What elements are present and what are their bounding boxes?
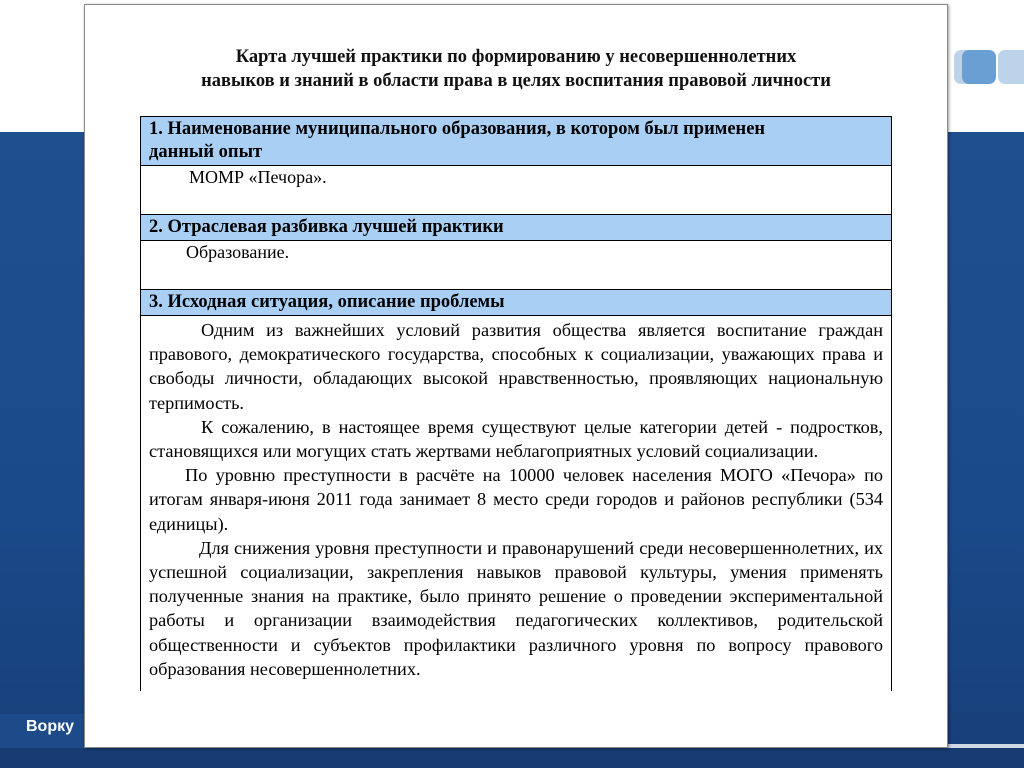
section-3-paragraph: По уровню преступности в расчёте на 10000 человек населения МОГО «Печора» по итогам января-июня 2011 года занимает 8 место среди городов и районов республики (534 единицы).	[149, 465, 883, 534]
decorative-square-2	[962, 50, 996, 84]
section-1-content: МОМР «Печора».	[141, 166, 891, 215]
section-3-paragraph: К сожалению, в настоящее время существуют целые категории детей - подростков, становящихся или могущих стать жертвами неблагоприятных условий социализации.	[149, 416, 883, 462]
title-line-2: навыков и знаний в области права в целях воспитания правовой личности	[201, 71, 831, 91]
section-3-content	[141, 316, 891, 691]
section-2-content: Образование.	[141, 241, 891, 290]
section-3-paragraph: Одним из важнейших условий развития общества является воспитание граждан правового, демократического государства, способных к социализации, уважающих права и свободы личности, обладающих высокой нравственностью, проявляющих национальную терпимость.	[149, 320, 883, 413]
document-page	[84, 4, 948, 748]
section-1-header	[141, 117, 891, 166]
section-3-header: 3. Исходная ситуация, описание проблемы	[141, 290, 891, 316]
practice-card-table	[140, 116, 892, 691]
slide-footer-band	[0, 748, 1024, 768]
document-title	[85, 45, 947, 93]
decorative-square-3	[998, 50, 1024, 84]
section-3-paragraph: Для снижения уровня преступности и правонарушений среди несовершеннолетних, их успешной социализации, закрепления навыков правовой культуры, умения применять полученные знания на практике, было принято решение о проведении экспериментальной работы и организации взаимодействия педагогических коллективов, родительской общественности и субъектов профилактики различного уровня по вопросу правового образования несовершеннолетних.	[149, 537, 883, 679]
section-1-header-line-2: данный опыт	[149, 142, 263, 162]
section-1-header-line-1: 1. Наименование муниципального образования, в котором был применен	[149, 119, 766, 139]
section-2-header: 2. Отраслевая разбивка лучшей практики	[141, 215, 891, 241]
slide-footer-text: Ворку	[26, 718, 75, 735]
title-line-1: Карта лучшей практики по формированию у несовершеннолетних	[235, 47, 797, 67]
